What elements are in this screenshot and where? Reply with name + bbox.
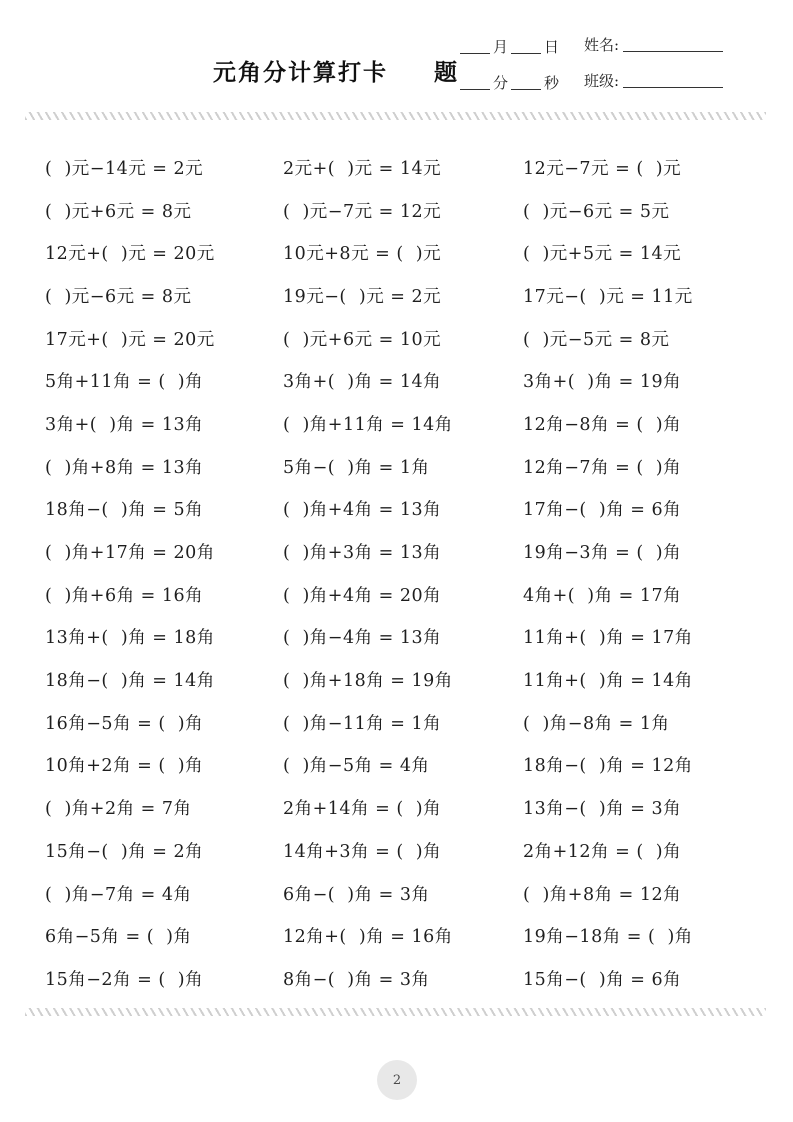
problem-cell: ( )元−14元 = 2元 — [45, 158, 204, 179]
problem-cell: 8角−( )角 = 3角 — [283, 969, 430, 990]
problem-cell: ( )角+8角 = 12角 — [523, 884, 682, 905]
problem-cell: ( )元−6元 = 5元 — [523, 201, 670, 222]
problem-cell: ( )角+3角 = 13角 — [283, 543, 442, 564]
problem-cell: 3角+( )角 = 19角 — [523, 372, 682, 393]
name-line — [584, 34, 723, 55]
problem-cell: 6角−5角 = ( )角 — [45, 927, 192, 948]
problem-cell: ( )角+17角 = 20角 — [45, 543, 215, 564]
problem-cell: ( )元+5元 = 14元 — [523, 244, 682, 265]
title-text: 元角分计算打卡 — [213, 59, 388, 85]
name-blank — [623, 37, 723, 52]
problem-cell: 18角−( )角 = 14角 — [45, 671, 215, 692]
minute-label: 分 — [493, 74, 509, 92]
problem-cell: 13角−( )角 = 3角 — [523, 799, 682, 820]
minute-blank — [460, 75, 490, 90]
class-label: 班级: — [584, 72, 620, 90]
problem-cell: 13角+( )角 = 18角 — [45, 628, 215, 649]
class-line — [584, 70, 723, 91]
problem-cell: 15角−( )角 = 2角 — [45, 841, 204, 862]
problem-cell: 10元+8元 = ( )元 — [283, 244, 442, 265]
problem-cell: 18角−( )角 = 12角 — [523, 756, 693, 777]
problem-cell: ( )角−8角 = 1角 — [523, 713, 670, 734]
problem-cell: 4角+( )角 = 17角 — [523, 585, 682, 606]
problem-cell: ( )角+4角 = 20角 — [283, 585, 442, 606]
problem-cell: ( )角−5角 = 4角 — [283, 756, 430, 777]
problem-cell: 12角−8角 = ( )角 — [523, 414, 682, 435]
problem-cell: ( )角+2角 = 7角 — [45, 799, 192, 820]
problem-cell: 15角−2角 = ( )角 — [45, 969, 204, 990]
date-line — [460, 36, 562, 57]
problem-cell: 2角+14角 = ( )角 — [283, 799, 442, 820]
problem-cell: ( )角−4角 = 13角 — [283, 628, 442, 649]
problem-cell: ( )元+6元 = 8元 — [45, 201, 192, 222]
problem-cell: 19角−3角 = ( )角 — [523, 543, 682, 564]
month-label: 月 — [493, 38, 509, 56]
page-number-badge — [377, 1060, 417, 1100]
top-divider-bar — [25, 112, 766, 120]
problem-cell: ( )角+4角 = 13角 — [283, 500, 442, 521]
problem-cell: ( )元−7元 = 12元 — [283, 201, 442, 222]
problem-cell: ( )角+11角 = 14角 — [283, 414, 453, 435]
day-label: 日 — [544, 38, 560, 56]
problem-cell: ( )角+18角 = 19角 — [283, 671, 453, 692]
problem-cell: 12角−7角 = ( )角 — [523, 457, 682, 478]
problem-cell: 12元−7元 = ( )元 — [523, 158, 682, 179]
problem-cell: ( )角+6角 = 16角 — [45, 585, 204, 606]
problem-cell: ( )元+6元 = 10元 — [283, 329, 442, 350]
title-suffix: 题 — [434, 59, 459, 85]
problem-cell: 12角+( )角 = 16角 — [283, 927, 453, 948]
problem-cell: 17元+( )元 = 20元 — [45, 329, 215, 350]
problem-cell: 10角+2角 = ( )角 — [45, 756, 204, 777]
page-title — [213, 54, 459, 87]
second-blank — [511, 75, 541, 90]
problem-cell: ( )角−11角 = 1角 — [283, 713, 442, 734]
name-label: 姓名: — [584, 36, 620, 54]
problem-cell: 16角−5角 = ( )角 — [45, 713, 204, 734]
problem-cell: 14角+3角 = ( )角 — [283, 841, 442, 862]
problem-cell: 3角+( )角 = 13角 — [45, 414, 204, 435]
second-label: 秒 — [544, 74, 560, 92]
time-line — [460, 72, 562, 93]
problem-cell: 19元−( )元 = 2元 — [283, 286, 442, 307]
problem-cell: 11角+( )角 = 14角 — [523, 671, 693, 692]
problem-cell: ( )元−6元 = 8元 — [45, 286, 192, 307]
problem-cell: 5角+11角 = ( )角 — [45, 372, 204, 393]
page-number: 2 — [392, 1072, 402, 1088]
day-blank — [511, 39, 541, 54]
problem-cell: ( )角+8角 = 13角 — [45, 457, 204, 478]
bottom-divider-bar — [25, 1008, 766, 1016]
problem-cell: 17元−( )元 = 11元 — [523, 286, 693, 307]
problem-cell: 11角+( )角 = 17角 — [523, 628, 693, 649]
problem-cell: 19角−18角 = ( )角 — [523, 927, 693, 948]
problem-cell: 3角+( )角 = 14角 — [283, 372, 442, 393]
problem-cell: 5角−( )角 = 1角 — [283, 457, 430, 478]
problem-cell: 2元+( )元 = 14元 — [283, 158, 442, 179]
problem-grid — [45, 146, 755, 1000]
problem-cell: ( )元−5元 = 8元 — [523, 329, 670, 350]
class-blank — [623, 73, 723, 88]
problem-cell: 12元+( )元 = 20元 — [45, 244, 215, 265]
problem-cell: 18角−( )角 = 5角 — [45, 500, 204, 521]
problem-cell: 6角−( )角 = 3角 — [283, 884, 430, 905]
problem-cell: ( )角−7角 = 4角 — [45, 884, 192, 905]
problem-cell: 2角+12角 = ( )角 — [523, 841, 682, 862]
month-blank — [460, 39, 490, 54]
problem-cell: 17角−( )角 = 6角 — [523, 500, 682, 521]
problem-cell: 15角−( )角 = 6角 — [523, 969, 682, 990]
